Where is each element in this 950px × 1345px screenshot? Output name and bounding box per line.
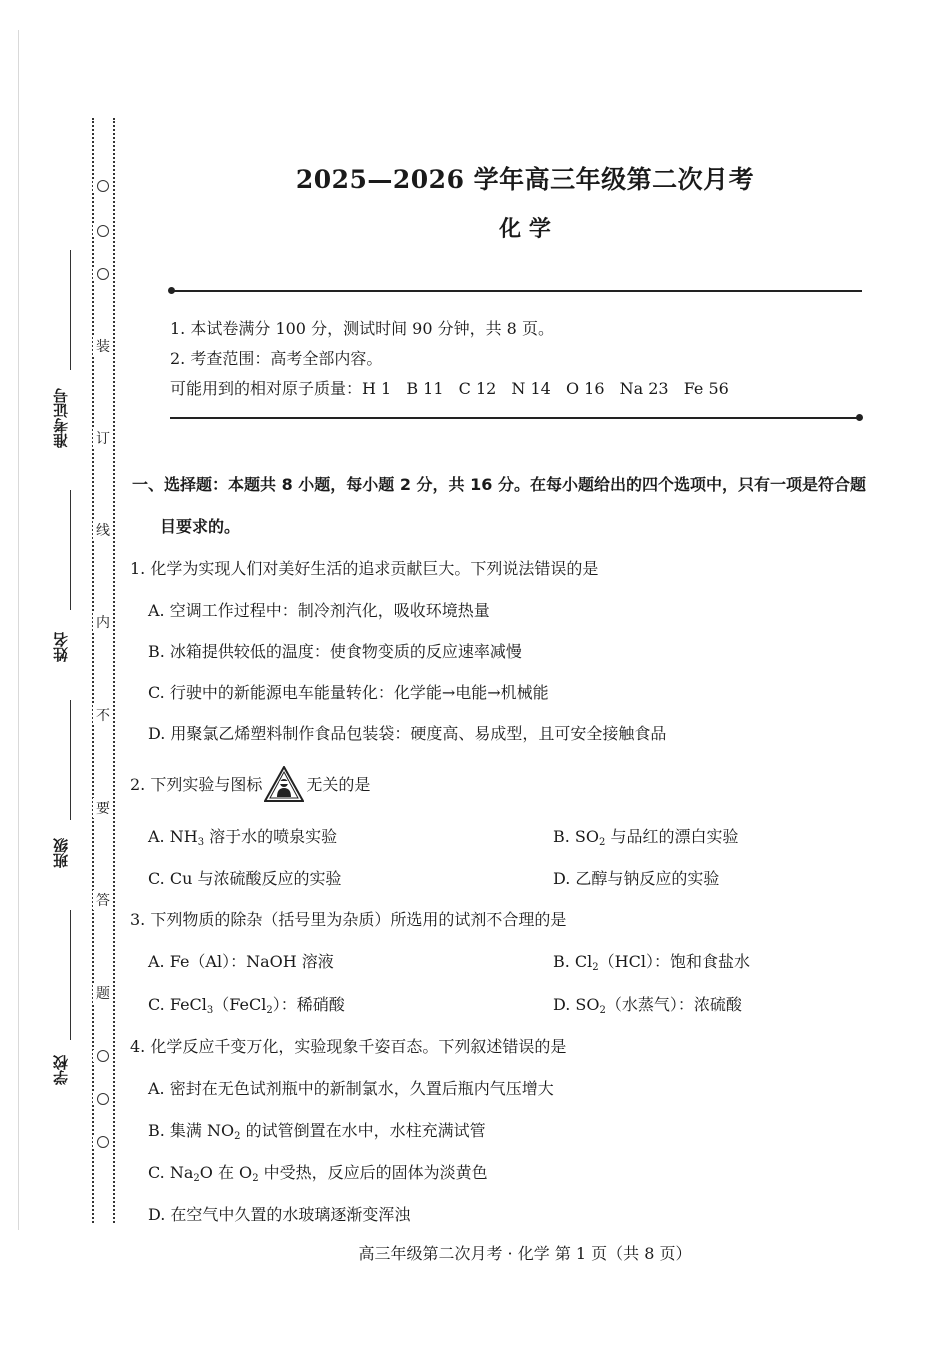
q2-stem-pre: 2. 下列实验与图标 xyxy=(130,775,263,794)
subject-title: 化 学 xyxy=(499,216,551,242)
note-line-2: 2. 考查范围：高考全部内容。 xyxy=(170,349,383,368)
q4-option-c: C. $Na_2O$ 在 $O_2$ 中受热，反应后的固体为淡黄色 xyxy=(148,1163,488,1184)
exam-id-fill-line xyxy=(70,250,71,370)
section-heading-cont: 目要求的。 xyxy=(160,517,241,536)
seal-char: 不 xyxy=(93,705,113,725)
binding-circle-icon xyxy=(93,1093,113,1105)
q2-option-b: B. $SO_2$ 与品红的漂白实验 xyxy=(553,827,739,848)
exam-title: 2025—2026 学年高三年级第二次月考 xyxy=(295,165,755,194)
binding-dotted-line-inner xyxy=(113,118,115,1223)
q3-option-a: A. Fe（Al）：NaOH 溶液 xyxy=(148,952,334,971)
seal-char: 答 xyxy=(93,890,113,910)
safety-goggles-hazard-icon xyxy=(264,766,304,802)
school-label: 学校 xyxy=(52,1055,70,1085)
note-line-1: 1. 本试卷满分 100 分，测试时间 90 分钟，共 8 页。 xyxy=(170,319,554,338)
rule-dot-right xyxy=(856,414,863,421)
q3-option-c: C. FeCl$_3$（FeCl$_2$）：稀硝酸 xyxy=(148,995,345,1016)
notes-bottom-rule xyxy=(170,417,858,419)
seal-char: 装 xyxy=(93,336,113,356)
atomic-mass: H 1 xyxy=(362,379,392,398)
atomic-mass: N 14 xyxy=(511,379,551,398)
atomic-mass: Na 23 xyxy=(619,379,669,398)
atomic-mass: B 11 xyxy=(406,379,444,398)
q3-option-d: D. $SO_2$（水蒸气）：浓硫酸 xyxy=(553,995,742,1016)
seal-char: 要 xyxy=(93,798,113,818)
q1-option-b: B. 冰箱提供较低的温度：使食物变质的反应速率减慢 xyxy=(148,642,522,661)
question-1-stem: 1. 化学为实现人们对美好生活的追求贡献巨大。下列说法错误的是 xyxy=(130,559,599,578)
binding-circle-icon xyxy=(93,1050,113,1062)
q1-option-d: D. 用聚氯乙烯塑料制作食品包装袋：硬度高、易成型，且可安全接触食品 xyxy=(148,724,667,743)
q4-option-b: B. 集满 $NO_2$ 的试管倒置在水中，水柱充满试管 xyxy=(148,1121,486,1142)
notes-top-rule xyxy=(172,290,862,292)
q1-option-c: C. 行驶中的新能源电车能量转化：化学能→电能→机械能 xyxy=(148,683,549,702)
atomic-masses-label: 可能用到的相对原子质量： xyxy=(170,379,363,398)
class-label: 班级 xyxy=(52,838,70,868)
seal-char: 内 xyxy=(93,612,113,632)
q4-option-a: A. 密封在无色试剂瓶中的新制氯水，久置后瓶内气压增大 xyxy=(148,1079,554,1098)
page-edge xyxy=(18,30,19,1230)
seal-char: 题 xyxy=(93,983,113,1003)
question-4-stem: 4. 化学反应千变万化，实验现象千姿百态。下列叙述错误的是 xyxy=(130,1037,567,1056)
seal-char: 线 xyxy=(93,520,113,540)
atomic-mass: O 16 xyxy=(565,379,605,398)
q2-option-d: D. 乙醇与钠反应的实验 xyxy=(553,869,720,888)
q2-option-a: A. $NH_3$ 溶于水的喷泉实验 xyxy=(148,827,338,848)
class-fill-line xyxy=(70,700,71,820)
seal-char: 订 xyxy=(93,428,113,448)
q2-stem-post: 无关的是 xyxy=(306,775,371,794)
q1-option-a: A. 空调工作过程中：制冷剂汽化，吸收环境热量 xyxy=(148,601,490,620)
atomic-masses xyxy=(170,376,739,399)
section-heading: 一、选择题：本题共 8 小题，每小题 2 分，共 16 分。在每小题给出的四个选项中，只有一项是符合题 xyxy=(132,475,866,494)
page-footer: 高三年级第二次月考 · 化学 第 1 页（共 8 页） xyxy=(358,1244,692,1263)
atomic-mass: C 12 xyxy=(458,379,497,398)
school-fill-line xyxy=(70,910,71,1040)
question-2-stem xyxy=(130,766,370,802)
name-fill-line xyxy=(70,490,71,610)
binding-circle-icon xyxy=(93,1136,113,1148)
q4-option-d: D. 在空气中久置的水玻璃逐渐变浑浊 xyxy=(148,1205,411,1224)
q3-option-b: B. $Cl_2(HCl)$：饱和食盐水 xyxy=(553,952,750,973)
binding-circle-icon xyxy=(93,268,113,280)
question-3-stem: 3. 下列物质的除杂（括号里为杂质）所选用的试剂不合理的是 xyxy=(130,910,567,929)
q2-option-c: C. Cu 与浓硫酸反应的实验 xyxy=(148,869,342,888)
name-label: 姓名 xyxy=(52,632,70,662)
exam-id-label: 准考证号 xyxy=(52,388,70,448)
atomic-mass: Fe 56 xyxy=(683,379,729,398)
